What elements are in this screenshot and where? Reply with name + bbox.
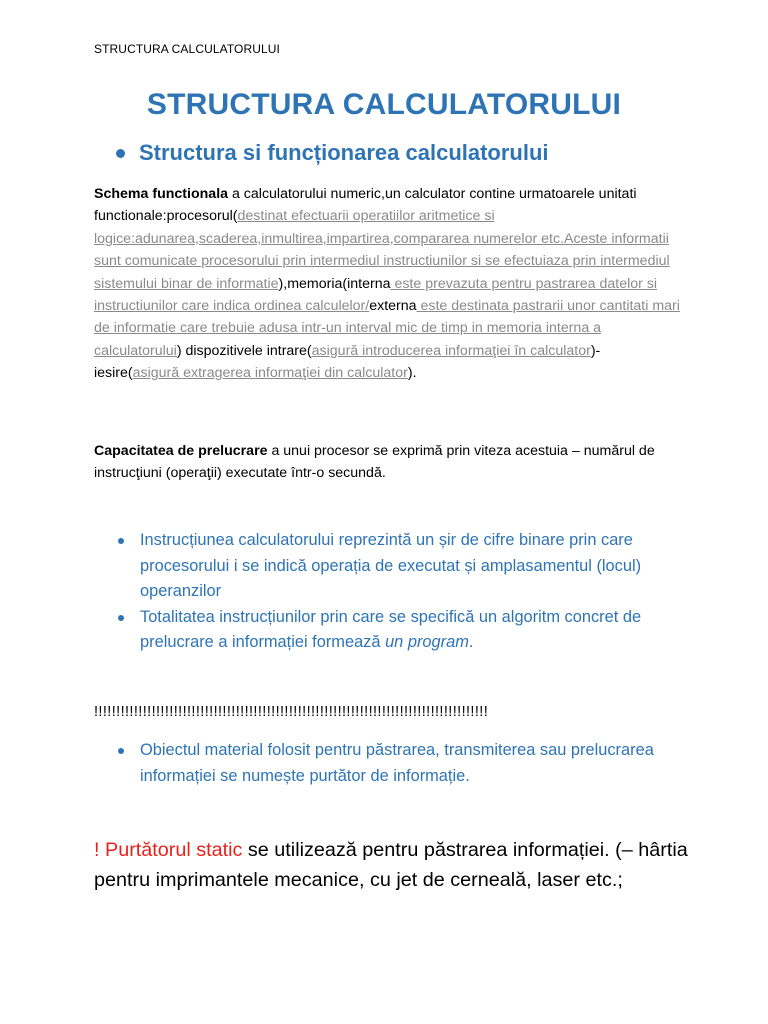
paragraph-text: a unui procesor se exprimă prin viteza acestuia – numărul de instrucţiuni (operaţii) executate într-o secundă. xyxy=(94,443,655,482)
paragraph-text: a calculatorului numeric,un calculator contine urmatoarele unitati functionale:procesorul( xyxy=(94,186,637,225)
paragraph-text: )-iesire( xyxy=(94,342,601,382)
bullet-icon xyxy=(118,615,124,621)
carrier-list xyxy=(116,738,676,789)
red-term: Purtătorul static xyxy=(99,839,243,861)
bold-term: Capacitatea de prelucrare xyxy=(94,443,268,459)
input-devices-link[interactable]: asigură introducerea informaţiei în calculator xyxy=(311,342,591,359)
list-item-text: Totalitatea instrucțiunilor prin care se specifică un algoritm concret de prelucrare a informației formează xyxy=(140,607,642,652)
external-memory-link[interactable]: este destinata pastrarii unor cantitati mari de informatie care trebuie adusa intr-un interval mic de timp in memoria interna a calculatorului xyxy=(94,298,680,359)
bullet-icon xyxy=(116,149,125,158)
list-item-text: Instrucțiunea calculatorului reprezintă un șir de cifre binare prin care procesorului i se indică operația de executat și amplasamentul (locul) operanzilor xyxy=(140,531,642,601)
italic-term: un program xyxy=(385,633,469,652)
internal-memory-link[interactable]: este prevazuta pentru pastrarea datelor si instructiunilor care indica ordinea calculelor/ xyxy=(94,275,658,315)
processor-link[interactable]: destinat efectuarii operatiilor aritmetice si logice:adunarea,scaderea,inmultirea,impartirea,compararea numerelor etc.Aceste informatii sunt comunicate procesorului prin intermediul instructiunilor si se efectuiaza prin intermediul sistemului binar de informatie xyxy=(94,208,670,292)
static-carrier-paragraph xyxy=(94,836,694,895)
output-devices-link[interactable]: asigură extragerea informaţiei din calculator xyxy=(132,365,408,382)
list-item xyxy=(116,738,676,789)
paragraph-text: se utilizează pentru păstrarea informației. (– hârtia pentru imprimantele mecanice, cu jet de cerneală, laser etc.; xyxy=(94,839,688,891)
functional-schema-paragraph xyxy=(94,183,684,385)
paragraph-text: ) dispozitivele intrare( xyxy=(176,342,312,359)
bold-term: Schema functionala xyxy=(94,186,229,202)
processing-capacity-paragraph xyxy=(94,440,684,485)
alert-mark: ! xyxy=(94,839,100,861)
page-header: STRUCTURA CALCULATORULUI xyxy=(94,42,280,56)
exclamation-line: !!!!!!!!!!!!!!!!!!!!!!!!!!!!!!!!!!!!!!!!!!!!!!!!!!!!!!!!!!!!!!!!!!!!!!!!!!!!!!!!!!!!!!!!! xyxy=(94,704,489,720)
bullet-icon xyxy=(118,538,124,544)
paragraph-text: ). xyxy=(407,365,417,382)
document-title: STRUCTURA CALCULATORULUI xyxy=(146,88,622,121)
list-item xyxy=(116,605,676,656)
bullet-icon xyxy=(118,748,124,754)
paragraph-text: externa xyxy=(369,298,417,315)
section-subtitle: Structura si funcționarea calculatorului xyxy=(139,140,549,165)
instruction-list xyxy=(116,528,676,656)
list-item-text: Obiectul material folosit pentru păstrarea, transmiterea sau prelucrarea informației se numește purtător de informație. xyxy=(140,741,654,785)
list-item-text: . xyxy=(468,633,474,652)
list-item xyxy=(116,528,676,605)
subtitle-row xyxy=(116,140,549,166)
paragraph-text: ),memoria(interna xyxy=(278,275,391,292)
